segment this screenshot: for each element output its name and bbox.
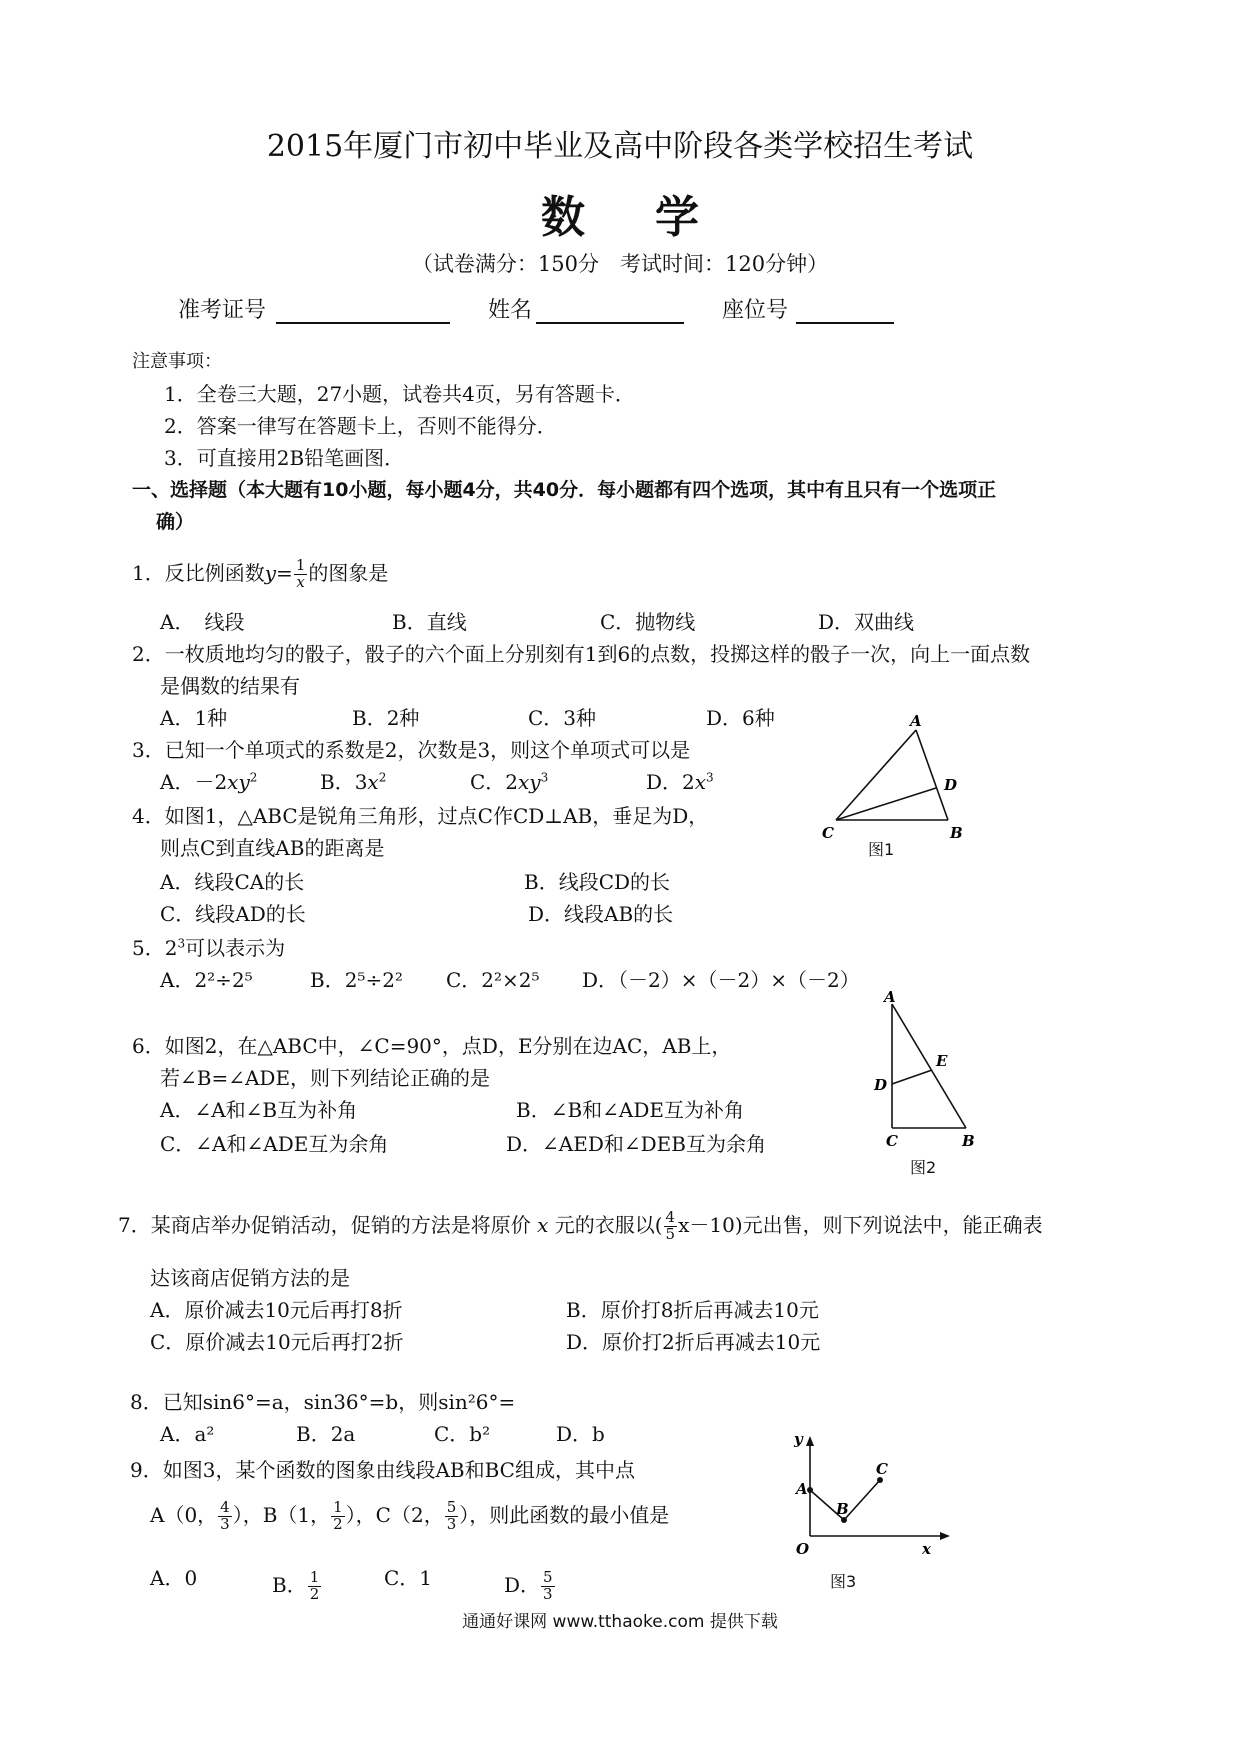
field-label-seat-number: 座位号 <box>722 298 789 323</box>
q7-text-mid: 元的衣服以( <box>554 1212 663 1237</box>
q9-frac-a-num: 4 <box>220 1498 230 1516</box>
question-9: 9．如图3，某个函数的图象由线段AB和BC组成，其中点 <box>130 1458 635 1482</box>
q2-option-b[interactable]: B．2种 <box>352 706 420 730</box>
q3-c-var: xy <box>518 770 541 794</box>
q3-option-b[interactable] <box>320 772 386 792</box>
q9-text-end: ），则此函数的最小值是 <box>459 1502 670 1527</box>
q5-option-c[interactable]: C．2²×2⁵ <box>446 968 540 992</box>
q9-option-d[interactable] <box>504 1570 556 1603</box>
q9-option-c[interactable]: C．1 <box>384 1566 433 1590</box>
question-6-cont: 若∠B=∠ADE，则下列结论正确的是 <box>160 1066 491 1090</box>
notice-item-2: 2．答案一律写在答题卡上，否则不能得分． <box>164 414 557 438</box>
fig3-label-x: x <box>922 1540 931 1558</box>
section-1-title-cont: 确） <box>156 511 195 533</box>
q9-frac-b <box>331 1500 345 1533</box>
q1-frac-den <box>294 572 308 591</box>
q3-b-var: x <box>367 770 379 794</box>
q9-d-frac-den: 3 <box>543 1584 553 1603</box>
q3-d-text: D．2 <box>646 770 695 794</box>
q3-a-var: xy <box>227 770 250 794</box>
q5-text: 可以表示为 <box>185 936 286 960</box>
q8-option-c[interactable]: C．b² <box>434 1422 491 1446</box>
question-1 <box>132 558 388 591</box>
q2-option-c[interactable]: C．3种 <box>528 706 597 730</box>
question-7 <box>118 1210 1043 1243</box>
q9-frac-a <box>218 1500 232 1533</box>
q7-frac-num: 4 <box>665 1208 676 1226</box>
q9-frac-a-den: 3 <box>220 1514 230 1533</box>
fig2-label-c: C <box>886 1132 898 1150</box>
figure-2-right-triangle <box>866 990 996 1150</box>
fig2-label-e: E <box>936 1052 948 1070</box>
q4-option-d[interactable]: D．线段AB的长 <box>528 902 674 926</box>
name-blank[interactable] <box>536 322 684 324</box>
q1-option-b[interactable]: B．直线 <box>392 610 467 634</box>
q5-number: 5． <box>132 936 165 960</box>
q9-point-b-text: ），B（1， <box>232 1502 331 1527</box>
q9-b-text: B． <box>272 1572 307 1597</box>
q9-frac-b-den: 2 <box>333 1514 343 1533</box>
q9-d-frac-num: 5 <box>543 1568 553 1586</box>
q4-option-b[interactable]: B．线段CD的长 <box>524 870 671 894</box>
q6-option-c[interactable]: C．∠A和∠ADE互为余角 <box>160 1132 389 1156</box>
fig2-label-b: B <box>962 1132 975 1150</box>
q1-option-c[interactable]: C．抛物线 <box>600 610 696 634</box>
question-7-cont: 达该商店促销方法的是 <box>150 1266 350 1290</box>
q9-b-frac <box>308 1570 322 1603</box>
q4-option-c[interactable]: C．线段AD的长 <box>160 902 306 926</box>
q5-option-a[interactable]: A．2²÷2⁵ <box>160 968 253 992</box>
q6-option-b[interactable]: B．∠B和∠ADE互为补角 <box>516 1098 744 1122</box>
q3-a-exp: 2 <box>249 770 258 785</box>
q9-d-text: D． <box>504 1572 541 1597</box>
fig1-label-c: C <box>822 824 834 842</box>
q9-frac-c-den: 3 <box>446 1514 457 1533</box>
q5-base: 2 <box>164 936 178 960</box>
q3-c-exp: 3 <box>540 770 549 785</box>
q7-option-b[interactable]: B．原价打8折后再减去10元 <box>566 1298 819 1322</box>
fig3-label-o: O <box>796 1540 810 1558</box>
question-4: 4．如图1，△ABC是锐角三角形，过点C作CD⊥AB，垂足为D， <box>132 804 709 828</box>
figure-3-function-graph <box>780 1430 950 1562</box>
q1-option-d[interactable]: D．双曲线 <box>818 610 915 634</box>
q5-option-b[interactable]: B．2⁵÷2² <box>310 968 403 992</box>
question-2-cont: 是偶数的结果有 <box>160 674 300 698</box>
q1-frac-num: 1 <box>295 556 306 574</box>
q8-option-d[interactable]: D．b <box>556 1422 605 1446</box>
q2-option-d[interactable]: D．6种 <box>706 706 775 730</box>
field-label-name: 姓名 <box>488 298 533 323</box>
q9-option-a[interactable]: A．0 <box>150 1566 198 1590</box>
q1-text: 反比例函数 <box>164 560 265 585</box>
q9-b-frac-den: 2 <box>309 1584 320 1603</box>
q7-option-d[interactable]: D．原价打2折后再减去10元 <box>566 1330 821 1354</box>
q7-option-a[interactable]: A．原价减去10元后再打8折 <box>150 1298 403 1322</box>
question-8: 8．已知sin6°=a，sin36°=b，则sin²6°= <box>130 1390 516 1414</box>
question-9-cont <box>150 1500 669 1533</box>
q3-option-a[interactable] <box>160 772 257 792</box>
exam-number-blank[interactable] <box>276 322 450 324</box>
q7-option-c[interactable]: C．原价减去10元后再打2折 <box>150 1330 404 1354</box>
q5-power: 3 <box>177 936 186 951</box>
q7-var-x: x <box>537 1212 549 1237</box>
q1-frac-den-var: x <box>296 572 305 591</box>
question-2: 2．一枚质地均匀的骰子，骰子的六个面上分别刻有1到6的点数，投掷这样的骰子一次，向上一面点数 <box>132 642 1031 666</box>
q7-text: 7．某商店举办促销活动，促销的方法是将原价 <box>118 1212 531 1237</box>
q9-option-b[interactable] <box>272 1570 322 1603</box>
question-5 <box>132 938 285 958</box>
q9-frac-c <box>445 1500 459 1533</box>
exam-info: （试卷满分：150分 考试时间：120分钟） <box>411 252 829 276</box>
exam-title: 2015年厦门市初中毕业及高中阶段各类学校招生考试 <box>266 129 974 164</box>
q4-option-a[interactable]: A．线段CA的长 <box>160 870 305 894</box>
q3-option-c[interactable] <box>470 772 548 792</box>
q1-fraction <box>294 558 308 591</box>
fig2-label-d: D <box>874 1076 888 1094</box>
q1-option-a[interactable]: A． 线段 <box>160 610 245 634</box>
notice-item-3: 3．可直接用2B铅笔画图． <box>164 446 405 470</box>
q7-frac-den: 5 <box>665 1224 676 1243</box>
q9-point-c-text: ），C（2， <box>345 1502 444 1527</box>
fig3-label-b: B <box>836 1500 849 1518</box>
q1-var-y: y <box>264 560 277 585</box>
q2-option-a[interactable]: A．1种 <box>160 706 228 730</box>
fig1-label-b: B <box>950 824 963 842</box>
q9-frac-b-num: 1 <box>333 1498 343 1516</box>
q9-b-frac-num: 1 <box>309 1568 320 1586</box>
q7-fraction <box>664 1210 678 1243</box>
q3-b-text: B．3 <box>320 770 368 794</box>
q3-option-d[interactable] <box>646 772 714 792</box>
fig1-label-d: D <box>944 776 958 794</box>
question-4-cont: 则点C到直线AB的距离是 <box>160 836 385 860</box>
q8-option-b[interactable]: B．2a <box>296 1422 356 1446</box>
question-6: 6．如图2，在△ABC中，∠C=90°，点D，E分别在边AC，AB上， <box>132 1034 732 1058</box>
section-1-title: 一、选择题（本大题有10小题，每小题4分，共40分．每小题都有四个选项，其中有且只有一个选项正 <box>132 479 997 501</box>
q3-a-text: A．－2 <box>160 770 228 794</box>
q3-c-text: C．2 <box>470 770 519 794</box>
figure-1-caption: 图1 <box>868 840 895 859</box>
field-label-exam-number: 准考证号 <box>178 298 267 323</box>
figure-2-caption: 图2 <box>910 1158 937 1177</box>
fig2-label-a: A <box>884 990 896 1006</box>
q1-equals: = <box>276 560 293 585</box>
q1-text-end: 的图象是 <box>308 560 389 585</box>
notice-item-1: 1．全卷三大题，27小题，试卷共4页，另有答题卡． <box>164 382 635 406</box>
seat-number-blank[interactable] <box>796 322 894 324</box>
footer-source: 通通好课网 www.tthaoke.com 提供下载 <box>462 1612 778 1632</box>
q3-d-exp: 3 <box>706 770 714 785</box>
notice-title: 注意事项： <box>132 351 222 372</box>
q6-option-d[interactable]: D．∠AED和∠DEB互为余角 <box>506 1132 766 1156</box>
figure-1-triangle <box>810 712 980 852</box>
fig3-label-a: A <box>796 1480 808 1498</box>
q9-point-a-text: A（0， <box>150 1502 218 1527</box>
q8-option-a[interactable]: A．a² <box>160 1422 215 1446</box>
q6-option-a[interactable]: A．∠A和∠B互为补角 <box>160 1098 358 1122</box>
q1-number: 1． <box>132 560 165 585</box>
figure-3-caption: 图3 <box>830 1572 857 1591</box>
q9-frac-c-num: 5 <box>446 1498 457 1516</box>
q7-text-end: x－10)元出售，则下列说法中，能正确表 <box>678 1212 1043 1237</box>
q5-option-d[interactable]: D．（－2）×（－2）×（－2） <box>582 968 860 992</box>
q9-d-frac <box>541 1570 555 1603</box>
fig3-label-y: y <box>794 1430 803 1448</box>
subject-title: 数学 <box>541 192 769 243</box>
fig3-label-c: C <box>876 1460 888 1478</box>
fig1-label-a: A <box>910 712 922 730</box>
q3-b-exp: 2 <box>378 770 387 785</box>
q3-d-var: x <box>694 770 707 794</box>
question-3: 3．已知一个单项式的系数是2，次数是3，则这个单项式可以是 <box>132 738 691 762</box>
